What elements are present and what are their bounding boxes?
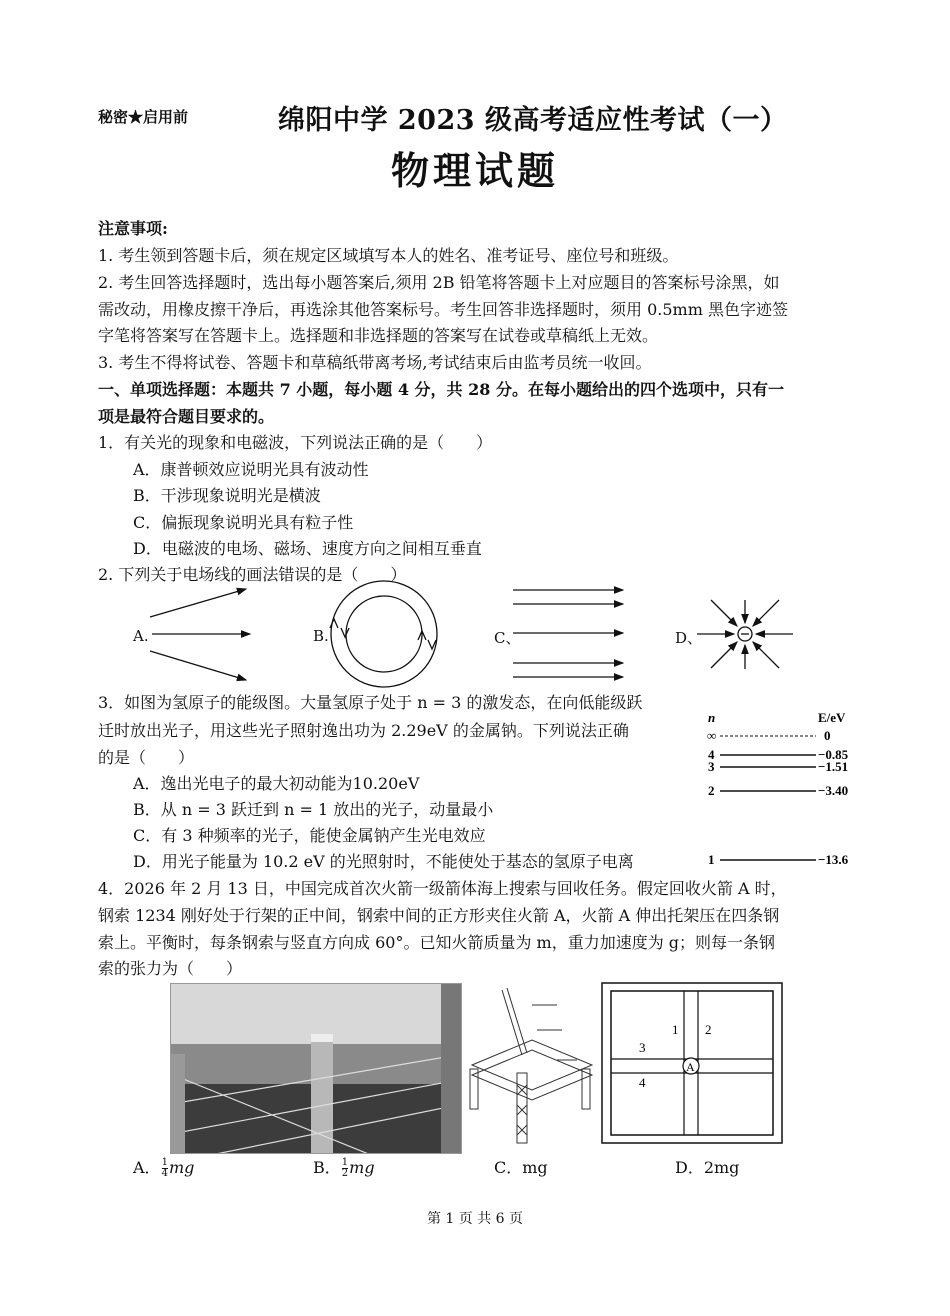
notice-line: 字笔将答案写在答题卡上。选择题和非选择题的答案写在试卷或草稿纸上无效。 [98, 326, 659, 345]
option-c: C．有 3 种频率的光子，能使金属钠产生光电效应 [133, 826, 486, 845]
cable-label-4: 4 [639, 1075, 646, 1090]
question-4-line: 索上。平衡时，每条钢索与竖直方向成 60°。已知火箭质量为 m，重力加速度为 g；则每一条钢 [98, 933, 776, 952]
secret-label: 秘密★启用前 [98, 108, 189, 126]
section-heading: 一、单项选择题：本题共 7 小题，每小题 4 分，共 28 分。在每小题给出的四个选项中，只有一 [98, 380, 784, 399]
option-b: B． $\frac{1}{2}$ mg [313, 1157, 375, 1179]
question-1-stem: 1．有关光的现象和电磁波，下列说法正确的是（ ） [98, 433, 493, 452]
cable-label-3: 3 [639, 1040, 646, 1055]
question-4-line: 4．2026 年 2 月 13 日，中国完成首次火箭一级箭体海上搜索与回收任务。假定回收火箭 A 时， [98, 879, 787, 898]
level-e-label: −1.51 [818, 759, 849, 774]
level-n-label: 4 [708, 747, 715, 762]
level-e-label: −3.40 [818, 783, 849, 798]
option-a: A．康普顿效应说明光具有波动性 [133, 460, 369, 479]
option-c-label: C、 [494, 629, 521, 647]
question-2-stem: 2. 下列关于电场线的画法错误的是（ ） [98, 565, 407, 584]
n-axis-label: n [708, 710, 716, 725]
cable-square-diagram [601, 982, 783, 1144]
subject-title: 物理试题 [390, 148, 559, 193]
truss-structure-figure [462, 985, 598, 1155]
notice-heading: 注意事项: [98, 219, 168, 238]
section-heading: 项是最符合题目要求的。 [98, 407, 275, 426]
exam-title: 绵阳中学 2023 级高考适应性考试（一） [278, 105, 788, 136]
option-d: D．2mg [675, 1158, 740, 1177]
level-e-label: −0.85 [818, 747, 849, 762]
energy-level-diagram [700, 708, 860, 868]
cable-label-1: 1 [672, 1022, 679, 1037]
figure-a [150, 589, 250, 680]
option-a: A．逸出光电子的最大初动能为10.20eV [133, 774, 420, 793]
notice-line: 3. 考生不得将试卷、答题卡和草稿纸带离考场,考试结束后由监考员统一收回。 [98, 353, 652, 372]
page-footer: 第 1 页 共 6 页 [426, 1211, 524, 1227]
rocket-recovery-photo [170, 983, 462, 1154]
question-3-line: 的是（ ） [98, 748, 195, 767]
cable-label-2: 2 [705, 1022, 712, 1037]
option-c: C．mg [494, 1158, 548, 1177]
option-d-label: D、 [675, 629, 703, 647]
level-n-label: 3 [708, 759, 715, 774]
question-4-line: 索的张力为（ ） [98, 959, 243, 978]
option-d: D．电磁波的电场、磁场、速度方向之间相互垂直 [133, 539, 482, 558]
level-e-label: 0 [824, 728, 831, 743]
level-n-label: ∞ [707, 728, 717, 743]
level-n-label: 1 [708, 852, 715, 867]
level-e-label: −13.6 [818, 852, 849, 867]
energy-axis-label: E/eV [818, 710, 846, 725]
notice-line: 需改动，用橡皮擦干净后，再选涂其他答案标号。考生回答非选择题时，须用 0.5mm 黑色字迹签 [98, 300, 788, 319]
rocket-label-a: A [686, 1060, 695, 1074]
question-4-line: 钢索 1234 刚好处于行架的正中间，钢索中间的正方形夹住火箭 A，火箭 A 伸出托架压在四条钢 [98, 906, 780, 925]
level-n-label: 2 [708, 783, 715, 798]
question-3-line: 3．如图为氢原子的能级图。大量氢原子处于 n = 3 的激发态，在向低能级跃 [98, 693, 643, 712]
option-a: A． $\frac{1}{4}$ mg [133, 1157, 195, 1179]
option-b: B．从 n = 3 跃迁到 n = 1 放出的光子，动量最小 [133, 800, 494, 819]
option-b-label: B. [313, 627, 329, 645]
option-b: B．干涉现象说明光是横波 [133, 486, 321, 505]
notice-line: 2. 考生回答选择题时，选出每小题答案后,须用 2B 铅笔将答题卡上对应题目的答案标号涂黑，如 [98, 273, 780, 292]
option-d: D．用光子能量为 10.2 eV 的光照射时，不能使处于基态的氢原子电离 [133, 852, 634, 871]
figure-c [513, 590, 623, 677]
question-3-line: 迁时放出光子，用这些光子照射逸出功为 2.29eV 的金属钠。下列说法正确 [98, 721, 629, 740]
notice-line: 1. 考生领到答题卡后，须在规定区域填写本人的姓名、准考证号、座位号和班级。 [98, 246, 679, 265]
figure-d [697, 600, 793, 669]
figure-b [330, 581, 437, 687]
option-a-label: A. [133, 627, 149, 645]
option-c: C．偏振现象说明光具有粒子性 [133, 513, 354, 532]
